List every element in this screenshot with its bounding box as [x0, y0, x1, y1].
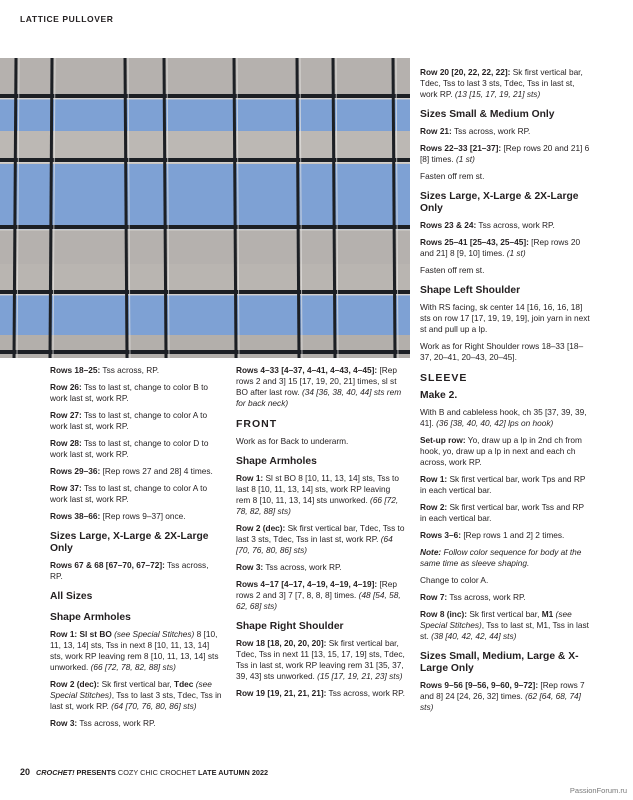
knit-fabric-photo: [0, 58, 410, 358]
instruction-row: Rows 22–33 [21–37]: [Rep rows 20 and 21] 6 [8] times. (1 st): [420, 143, 590, 164]
running-header: LATTICE PULLOVER: [20, 14, 114, 24]
paragraph: Fasten off rem st.: [420, 265, 485, 275]
instruction-row: Rows 3–6: [Rep rows 1 and 2] 2 times.: [420, 530, 565, 540]
instruction-row: Row 3: Tss across, work RP.: [236, 562, 342, 572]
instruction-row: Row 7: Tss across, work RP.: [420, 592, 526, 602]
column-1: [50, 365, 222, 735]
instruction-row: Row 28: Tss to last st, change to color D to work last st, work RP.: [50, 438, 209, 459]
instruction-row: Rows 23 & 24: Tss across, work RP.: [420, 220, 555, 230]
section-heading: Shape Right Shoulder: [236, 621, 344, 632]
instruction-row: Rows 4–17 [4–17, 4–19, 4–19, 4–19]: [Rep rows 2 and 3] 7 [7, 8, 8, 8] times. (48 [54, 58, 62, 68] sts): [236, 579, 401, 611]
column-2: [236, 365, 406, 705]
section-heading: Sizes Small & Medium Only: [420, 109, 555, 120]
instruction-row: Rows 18–25: Tss across, RP.: [50, 365, 159, 375]
instruction-row: Row 2: Sk first vertical bar, work Tss and RP in each vertical bar.: [420, 502, 584, 523]
brand-name: CROCHET!: [36, 768, 75, 777]
paragraph: With B and cableless hook, ch 35 [37, 39, 39, 41]. (36 [38, 40, 40, 42] lps on hook): [420, 407, 587, 428]
section-heading: Sizes Large, X-Large & 2X-Large Only: [50, 531, 209, 554]
instruction-row: Row 26: Tss to last st, change to color B to work last st, work RP.: [50, 382, 209, 403]
note: Note: Follow color sequence for body at the same time as sleeve shaping.: [420, 547, 582, 568]
section-heading: Sizes Small, Medium, Large & X-Large Only: [420, 651, 579, 674]
instruction-row: Rows 29–36: [Rep rows 27 and 28] 4 times.: [50, 466, 213, 476]
paragraph: Change to color A.: [420, 575, 489, 585]
instruction-row: Row 18 [18, 20, 20, 20]: Sk first vertical bar, Tdec, Tss in next 11 [13, 15, 17, 19] sts, Tdec, Tss in last st, work RP leaving rem 31 [35, 37, 39, 43] sts unworked. (15 [17, 19, 21, 23] sts): [236, 638, 405, 681]
section-heading: Sizes Large, X-Large & 2X-Large Only: [420, 191, 579, 214]
instruction-row: Row 20 [20, 22, 22, 22]: Sk first vertical bar, Tdec, Tss to last 3 sts, Tdec, Tss in last st, work RP. (13 [15, 17, 19, 21] sts): [420, 67, 583, 99]
instruction-row: Row 2 (dec): Sk first vertical bar, Tdec, Tss to last 3 sts, Tdec, Tss in last st, work RP. (64 [70, 76, 80, 86] sts): [236, 523, 405, 555]
instruction-row: Row 2 (dec): Sk first vertical bar, Tdec (see Special Stitches), Tss to last 3 sts, Tdec, Tss in last st, work RP. (64 [70, 76, 80, 86] sts): [50, 679, 222, 711]
instruction-row: Row 37: Tss to last st, change to color A to work last st, work RP.: [50, 483, 208, 504]
instruction-row: Row 1: Sl st BO (see Special Stitches) 8 [10, 11, 13, 14] sts, Tss in next 8 [10, 11, 13, 14] sts, work RP leaving rem 8 [10, 11, 13, 14] sts unworked. (66 [72, 78, 82, 88] sts): [50, 629, 219, 672]
section-title-sleeve: SLEEVE: [420, 372, 468, 384]
section-heading: Shape Armholes: [50, 612, 131, 623]
instruction-row: Row 1: Sl st BO 8 [10, 11, 13, 14] sts, Tss to last 8 [10, 11, 13, 14] sts, work RP leaving rem 8 [10, 11, 13, 14] sts unworked. (66 [72, 78, 82, 88] sts): [236, 473, 399, 516]
instruction-row: Row 8 (inc): Sk first vertical bar, M1 (see Special Stitches), Tss to last st, M1, Tss in last st. (38 [40, 42, 42, 44] sts): [420, 609, 589, 641]
instruction-row: Row 19 [19, 21, 21, 21]: Tss across, work RP.: [236, 688, 405, 698]
instruction-row: Rows 4–33 [4–37, 4–41, 4–43, 4–45]: [Rep rows 2 and 3] 15 [17, 19, 20, 21] times, sl st BO after last row. (34 [36, 38, 40, 44] sts rem for back neck): [236, 365, 402, 408]
watermark: PassionForum.ru: [569, 786, 627, 795]
paragraph: Work as for Back to underarm.: [236, 436, 349, 446]
page-number: 20: [20, 767, 31, 777]
instruction-row: Rows 38–66: [Rep rows 9–37] once.: [50, 511, 186, 521]
paragraph: Work as for Right Shoulder rows 18–33 [18–37, 20–41, 20–43, 20–45].: [420, 341, 584, 362]
paragraph: With RS facing, sk center 14 [16, 16, 16, 18] sts on row 17 [17, 19, 19, 19], join yarn in next st and pull up a lp.: [420, 302, 590, 334]
instruction-row: Rows 25–41 [25–43, 25–45]: [Rep rows 20 and 21] 8 [9, 10] times. (1 st): [420, 237, 581, 258]
instruction-row: Rows 9–56 [9–56, 9–60, 9–72]: [Rep rows 7 and 8] 24 [24, 26, 32] times. (62 [64, 68, 74] sts): [420, 680, 585, 712]
section-heading: Shape Left Shoulder: [420, 285, 521, 296]
instruction-row: Row 27: Tss to last st, change to color A to work last st, work RP.: [50, 410, 208, 431]
instruction-row: Row 21: Tss across, work RP.: [420, 126, 531, 136]
section-heading: All Sizes: [50, 591, 93, 602]
instruction-row: Rows 67 & 68 [67–70, 67–72]: Tss across, RP.: [50, 560, 209, 581]
section-heading: Make 2.: [420, 390, 458, 401]
section-heading: Shape Armholes: [236, 456, 317, 467]
instruction-row: Set-up row: Yo, draw up a lp in 2nd ch from hook, yo, draw up a lp in next and each ch across, work RP.: [420, 435, 582, 467]
paragraph: Fasten off rem st.: [420, 171, 485, 181]
page-footer: 20 CROCHET! PRESENTS COZY CHIC CROCHET LATE AUTUMN 2022: [20, 767, 269, 777]
instruction-row: Row 1: Sk first vertical bar, work Tps and RP in each vertical bar.: [420, 474, 586, 495]
section-title-front: FRONT: [236, 418, 278, 430]
column-3: [420, 67, 592, 719]
instruction-row: Row 3: Tss across, work RP.: [50, 718, 156, 728]
